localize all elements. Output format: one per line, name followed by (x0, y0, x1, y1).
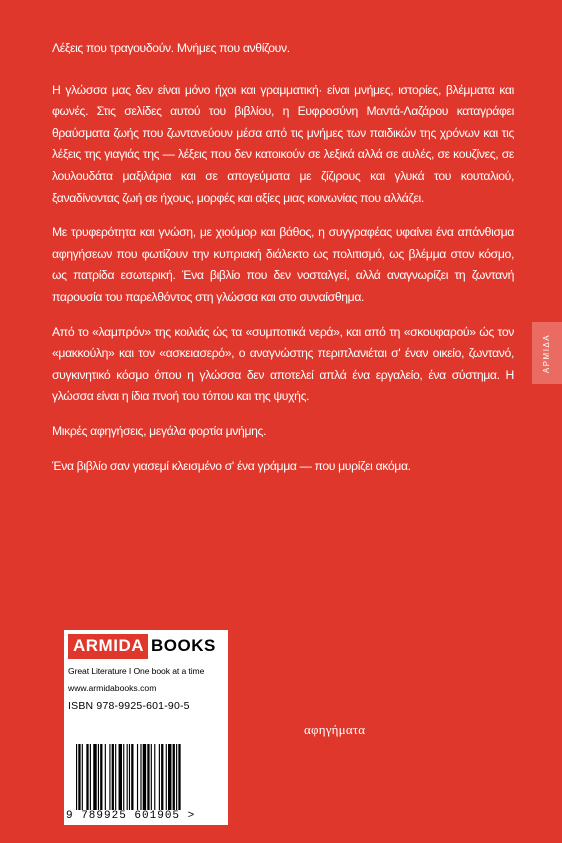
barcode-bar (78, 744, 80, 810)
barcode-bar (123, 744, 124, 810)
barcode-bar (98, 744, 99, 810)
barcode-bar (178, 744, 180, 810)
blurb-paragraph-2: Η γλώσσα μας δεν είναι μόνο ήχοι και γραμματική· είναι μνήμες, ιστορίες, βλέμματα και φωνές. Στις σελίδες αυτού του βιβλίου, η Ευφροσύνη Μαντά-Λαζάρου καταγράφει θραύσματα ζωής που ζωντανεύουν μέσα από τις μνήμες των παιδικών της χρόνων και τις λέξεις της γιαγιάς της — λέξεις που δεν κατοικούν σε λεξικά αλλά σε αυλές, σε κουζίνες, σε λουλουδάτα μαξιλάρια και σε απογεύματα με ζίζιρους και γλυκά του κουταλιού, ξαναδίνοντας ζωή σε ήχους, μορφές και αξίες μιας κοινωνίας που αλλάζει. (52, 82, 514, 205)
barcode-bar (137, 744, 138, 810)
publisher-tagline: Great Literature I One book at a time (68, 666, 205, 676)
barcode-bar (105, 744, 106, 810)
barcode-bar (90, 744, 91, 810)
barcode-bar (166, 744, 167, 810)
barcode-bar (76, 744, 77, 810)
barcode-bar (131, 744, 133, 810)
back-cover-blurb (52, 38, 514, 490)
barcode-bar (129, 744, 130, 810)
barcode-bar (176, 744, 177, 810)
barcode-bar (140, 744, 141, 810)
barcode-bar (143, 744, 146, 810)
barcode-bar (147, 744, 149, 810)
blurb-paragraph-3: Με τρυφερότητα και γνώση, με χιούμορ και βάθος, η συγγραφέας υφαίνει ένα απάνθισμα αφηγήσεων που φωτίζουν την κυπριακή διάλεκτο ως πολιτισμό, ως βλέμμα στον κόσμο, ως πατρίδα εσωτερική. Ένα βιβλίο που δεν νοσταλγεί, αλλά αναγνωρίζει τη ζωντανή παρουσία του παρελθόντος στη γλώσσα και στο συναίσθημα. (52, 225, 514, 304)
barcode-image (72, 744, 220, 810)
barcode-bar (100, 744, 102, 810)
logo-part-books: BOOKS (151, 636, 216, 655)
blurb-paragraph-5: Μικρές αφηγήσεις, μεγάλα φορτία μνήμης. (52, 423, 267, 438)
logo-part-armida: ARMIDA (68, 634, 148, 659)
blurb-paragraph-1: Λέξεις που τραγουδούν. Μνήμες που ανθίζουν. (52, 41, 290, 55)
barcode-bar (154, 744, 155, 810)
series-side-tab (532, 322, 562, 384)
barcode-digits: 9 789925 601905 > (66, 810, 226, 822)
side-tab-label: ΑΡΜΙΔΑ (542, 333, 552, 373)
barcode-bar (119, 744, 122, 810)
blurb-paragraph-4: Από το «λαμπρόν» της κοιλιάς ώς τα «συμποτικά νερά», και από τη «σκουφαρού» ώς τον «μακκούλη» και τον «ασκειασερό», ο αναγνώστης περιπλανιέται σ' έναν οικείο, ζωντανό, συγκινητικό κόσμο όπου η γλώσσα δεν αποτελεί απλά ένα εργαλείο, ένα σύστημα. Η γλώσσα είναι η ίδια πνοή του τόπου και της ψυχής. (52, 324, 514, 404)
barcode-bar (115, 744, 116, 810)
barcode-bar (109, 744, 110, 810)
barcode-bar (93, 744, 96, 810)
barcode-bar (151, 744, 152, 810)
barcode-bar (168, 744, 171, 810)
genre-label: αφηγήματα (304, 722, 366, 737)
barcode-bar (159, 744, 160, 810)
blurb-paragraph-6: Ένα βιβλίο σαν γιασεμί κλεισμένο σ' ένα γράμμα — που μυρίζει ακόμα. (52, 458, 411, 473)
barcode-bar (127, 744, 128, 810)
isbn-number: ISBN 978-9925-601-90-5 (68, 700, 190, 712)
barcode-bar (86, 744, 88, 810)
publisher-website: www.armidabooks.com (68, 683, 157, 693)
barcode-bar (82, 744, 83, 810)
barcode-bar (161, 744, 163, 810)
barcode-bar (112, 744, 114, 810)
publisher-logo (68, 634, 224, 659)
barcode-bar (173, 744, 175, 810)
publisher-badge (64, 630, 228, 825)
